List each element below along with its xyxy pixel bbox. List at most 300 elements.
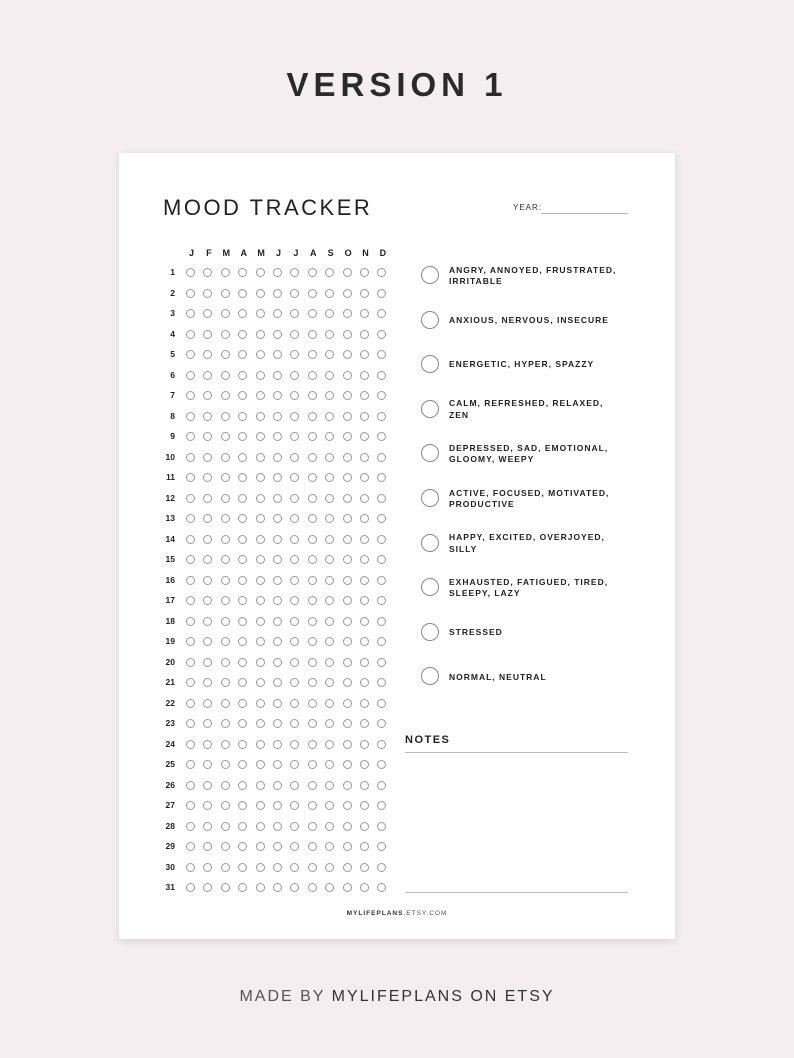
mood-cell[interactable] bbox=[273, 412, 282, 421]
mood-cell[interactable] bbox=[325, 412, 334, 421]
mood-cell[interactable] bbox=[308, 658, 317, 667]
mood-cell[interactable] bbox=[377, 473, 386, 482]
mood-cell[interactable] bbox=[290, 576, 299, 585]
mood-cell[interactable] bbox=[221, 453, 230, 462]
mood-cell[interactable] bbox=[377, 740, 386, 749]
mood-cell[interactable] bbox=[238, 760, 247, 769]
mood-cell[interactable] bbox=[203, 637, 212, 646]
mood-cell[interactable] bbox=[308, 330, 317, 339]
mood-cell[interactable] bbox=[273, 596, 282, 605]
mood-cell[interactable] bbox=[343, 842, 352, 851]
mood-cell[interactable] bbox=[343, 883, 352, 892]
mood-cell[interactable] bbox=[186, 330, 195, 339]
mood-cell[interactable] bbox=[360, 330, 369, 339]
mood-cell[interactable] bbox=[221, 863, 230, 872]
mood-cell[interactable] bbox=[360, 514, 369, 523]
mood-cell[interactable] bbox=[377, 801, 386, 810]
mood-cell[interactable] bbox=[256, 535, 265, 544]
mood-cell[interactable] bbox=[308, 514, 317, 523]
mood-cell[interactable] bbox=[343, 371, 352, 380]
mood-cell[interactable] bbox=[186, 842, 195, 851]
mood-cell[interactable] bbox=[360, 350, 369, 359]
mood-cell[interactable] bbox=[221, 760, 230, 769]
mood-cell[interactable] bbox=[273, 699, 282, 708]
mood-cell[interactable] bbox=[290, 801, 299, 810]
mood-cell[interactable] bbox=[290, 637, 299, 646]
mood-cell[interactable] bbox=[325, 699, 334, 708]
mood-cell[interactable] bbox=[256, 760, 265, 769]
mood-cell[interactable] bbox=[325, 555, 334, 564]
mood-cell[interactable] bbox=[256, 268, 265, 277]
mood-cell[interactable] bbox=[360, 289, 369, 298]
mood-cell[interactable] bbox=[256, 699, 265, 708]
mood-cell[interactable] bbox=[360, 658, 369, 667]
mood-cell[interactable] bbox=[256, 412, 265, 421]
mood-cell[interactable] bbox=[221, 596, 230, 605]
mood-cell[interactable] bbox=[273, 617, 282, 626]
mood-cell[interactable] bbox=[325, 863, 334, 872]
mood-cell[interactable] bbox=[325, 391, 334, 400]
mood-cell[interactable] bbox=[308, 576, 317, 585]
mood-cell[interactable] bbox=[308, 555, 317, 564]
mood-cell[interactable] bbox=[308, 637, 317, 646]
mood-cell[interactable] bbox=[290, 268, 299, 277]
mood-cell[interactable] bbox=[343, 453, 352, 462]
mood-cell[interactable] bbox=[186, 268, 195, 277]
mood-cell[interactable] bbox=[256, 658, 265, 667]
year-field-line[interactable] bbox=[541, 213, 628, 214]
mood-cell[interactable] bbox=[238, 412, 247, 421]
mood-cell[interactable] bbox=[325, 596, 334, 605]
mood-cell[interactable] bbox=[238, 842, 247, 851]
mood-cell[interactable] bbox=[238, 822, 247, 831]
mood-cell[interactable] bbox=[221, 371, 230, 380]
mood-color-circle[interactable] bbox=[421, 311, 439, 329]
mood-cell[interactable] bbox=[203, 391, 212, 400]
mood-cell[interactable] bbox=[221, 535, 230, 544]
mood-cell[interactable] bbox=[273, 514, 282, 523]
mood-cell[interactable] bbox=[238, 371, 247, 380]
mood-cell[interactable] bbox=[238, 494, 247, 503]
mood-cell[interactable] bbox=[308, 371, 317, 380]
mood-color-circle[interactable] bbox=[421, 578, 439, 596]
mood-cell[interactable] bbox=[325, 330, 334, 339]
mood-cell[interactable] bbox=[343, 740, 352, 749]
mood-cell[interactable] bbox=[221, 883, 230, 892]
mood-cell[interactable] bbox=[221, 576, 230, 585]
mood-cell[interactable] bbox=[186, 473, 195, 482]
mood-cell[interactable] bbox=[377, 555, 386, 564]
mood-cell[interactable] bbox=[186, 514, 195, 523]
mood-cell[interactable] bbox=[186, 576, 195, 585]
mood-cell[interactable] bbox=[273, 781, 282, 790]
mood-cell[interactable] bbox=[308, 678, 317, 687]
mood-cell[interactable] bbox=[377, 596, 386, 605]
mood-cell[interactable] bbox=[343, 494, 352, 503]
mood-cell[interactable] bbox=[256, 637, 265, 646]
mood-cell[interactable] bbox=[343, 637, 352, 646]
mood-cell[interactable] bbox=[273, 330, 282, 339]
mood-cell[interactable] bbox=[360, 453, 369, 462]
mood-color-circle[interactable] bbox=[421, 623, 439, 641]
mood-cell[interactable] bbox=[290, 555, 299, 564]
mood-cell[interactable] bbox=[186, 289, 195, 298]
mood-cell[interactable] bbox=[308, 719, 317, 728]
mood-cell[interactable] bbox=[308, 412, 317, 421]
mood-cell[interactable] bbox=[360, 309, 369, 318]
mood-cell[interactable] bbox=[256, 740, 265, 749]
mood-cell[interactable] bbox=[343, 863, 352, 872]
mood-cell[interactable] bbox=[273, 371, 282, 380]
mood-cell[interactable] bbox=[273, 268, 282, 277]
mood-cell[interactable] bbox=[273, 863, 282, 872]
mood-cell[interactable] bbox=[203, 801, 212, 810]
mood-cell[interactable] bbox=[221, 637, 230, 646]
mood-cell[interactable] bbox=[221, 617, 230, 626]
mood-cell[interactable] bbox=[325, 781, 334, 790]
mood-cell[interactable] bbox=[238, 576, 247, 585]
mood-cell[interactable] bbox=[186, 391, 195, 400]
mood-cell[interactable] bbox=[186, 678, 195, 687]
mood-cell[interactable] bbox=[377, 391, 386, 400]
mood-cell[interactable] bbox=[273, 883, 282, 892]
mood-cell[interactable] bbox=[221, 740, 230, 749]
mood-color-circle[interactable] bbox=[421, 489, 439, 507]
mood-cell[interactable] bbox=[377, 330, 386, 339]
mood-cell[interactable] bbox=[203, 330, 212, 339]
mood-cell[interactable] bbox=[377, 350, 386, 359]
mood-cell[interactable] bbox=[290, 617, 299, 626]
mood-cell[interactable] bbox=[238, 555, 247, 564]
mood-cell[interactable] bbox=[256, 473, 265, 482]
mood-color-circle[interactable] bbox=[421, 266, 439, 284]
mood-cell[interactable] bbox=[325, 350, 334, 359]
mood-cell[interactable] bbox=[238, 678, 247, 687]
mood-cell[interactable] bbox=[308, 699, 317, 708]
mood-cell[interactable] bbox=[343, 822, 352, 831]
mood-cell[interactable] bbox=[290, 412, 299, 421]
mood-color-circle[interactable] bbox=[421, 534, 439, 552]
mood-cell[interactable] bbox=[186, 596, 195, 605]
mood-cell[interactable] bbox=[203, 268, 212, 277]
mood-cell[interactable] bbox=[290, 596, 299, 605]
mood-cell[interactable] bbox=[377, 637, 386, 646]
mood-cell[interactable] bbox=[360, 883, 369, 892]
mood-cell[interactable] bbox=[186, 432, 195, 441]
mood-cell[interactable] bbox=[256, 371, 265, 380]
mood-cell[interactable] bbox=[377, 576, 386, 585]
mood-cell[interactable] bbox=[290, 699, 299, 708]
mood-cell[interactable] bbox=[290, 309, 299, 318]
mood-cell[interactable] bbox=[221, 494, 230, 503]
mood-cell[interactable] bbox=[377, 371, 386, 380]
mood-cell[interactable] bbox=[256, 391, 265, 400]
mood-cell[interactable] bbox=[256, 309, 265, 318]
mood-cell[interactable] bbox=[203, 289, 212, 298]
mood-cell[interactable] bbox=[186, 760, 195, 769]
mood-cell[interactable] bbox=[203, 514, 212, 523]
mood-cell[interactable] bbox=[256, 350, 265, 359]
mood-cell[interactable] bbox=[238, 309, 247, 318]
mood-cell[interactable] bbox=[221, 268, 230, 277]
mood-cell[interactable] bbox=[360, 494, 369, 503]
mood-cell[interactable] bbox=[203, 535, 212, 544]
mood-cell[interactable] bbox=[343, 617, 352, 626]
mood-cell[interactable] bbox=[308, 822, 317, 831]
mood-cell[interactable] bbox=[377, 822, 386, 831]
mood-cell[interactable] bbox=[290, 330, 299, 339]
mood-cell[interactable] bbox=[256, 596, 265, 605]
mood-cell[interactable] bbox=[186, 453, 195, 462]
mood-cell[interactable] bbox=[308, 863, 317, 872]
mood-cell[interactable] bbox=[256, 289, 265, 298]
mood-cell[interactable] bbox=[186, 658, 195, 667]
mood-cell[interactable] bbox=[203, 842, 212, 851]
mood-cell[interactable] bbox=[186, 617, 195, 626]
mood-cell[interactable] bbox=[325, 719, 334, 728]
mood-cell[interactable] bbox=[186, 883, 195, 892]
mood-cell[interactable] bbox=[203, 453, 212, 462]
mood-cell[interactable] bbox=[256, 555, 265, 564]
mood-cell[interactable] bbox=[377, 494, 386, 503]
mood-cell[interactable] bbox=[203, 760, 212, 769]
mood-cell[interactable] bbox=[377, 453, 386, 462]
mood-cell[interactable] bbox=[290, 719, 299, 728]
mood-cell[interactable] bbox=[325, 576, 334, 585]
mood-cell[interactable] bbox=[238, 473, 247, 482]
mood-cell[interactable] bbox=[377, 658, 386, 667]
mood-cell[interactable] bbox=[290, 658, 299, 667]
mood-cell[interactable] bbox=[221, 432, 230, 441]
mood-cell[interactable] bbox=[203, 740, 212, 749]
mood-cell[interactable] bbox=[238, 596, 247, 605]
mood-cell[interactable] bbox=[325, 535, 334, 544]
mood-cell[interactable] bbox=[308, 268, 317, 277]
mood-cell[interactable] bbox=[238, 781, 247, 790]
mood-cell[interactable] bbox=[186, 863, 195, 872]
mood-cell[interactable] bbox=[186, 719, 195, 728]
mood-cell[interactable] bbox=[343, 760, 352, 769]
mood-cell[interactable] bbox=[238, 432, 247, 441]
mood-cell[interactable] bbox=[256, 514, 265, 523]
mood-cell[interactable] bbox=[360, 535, 369, 544]
mood-cell[interactable] bbox=[238, 514, 247, 523]
mood-cell[interactable] bbox=[238, 289, 247, 298]
mood-cell[interactable] bbox=[256, 678, 265, 687]
mood-cell[interactable] bbox=[256, 432, 265, 441]
mood-cell[interactable] bbox=[343, 391, 352, 400]
mood-cell[interactable] bbox=[343, 514, 352, 523]
mood-cell[interactable] bbox=[290, 391, 299, 400]
mood-color-circle[interactable] bbox=[421, 667, 439, 685]
mood-cell[interactable] bbox=[273, 801, 282, 810]
mood-cell[interactable] bbox=[203, 699, 212, 708]
mood-cell[interactable] bbox=[325, 309, 334, 318]
mood-cell[interactable] bbox=[203, 781, 212, 790]
mood-cell[interactable] bbox=[290, 535, 299, 544]
mood-cell[interactable] bbox=[325, 883, 334, 892]
mood-cell[interactable] bbox=[203, 576, 212, 585]
mood-cell[interactable] bbox=[186, 699, 195, 708]
mood-cell[interactable] bbox=[343, 719, 352, 728]
mood-cell[interactable] bbox=[308, 760, 317, 769]
mood-cell[interactable] bbox=[256, 801, 265, 810]
mood-cell[interactable] bbox=[221, 350, 230, 359]
mood-cell[interactable] bbox=[273, 719, 282, 728]
mood-cell[interactable] bbox=[360, 822, 369, 831]
mood-cell[interactable] bbox=[273, 289, 282, 298]
mood-cell[interactable] bbox=[256, 863, 265, 872]
mood-cell[interactable] bbox=[238, 268, 247, 277]
mood-cell[interactable] bbox=[343, 658, 352, 667]
mood-cell[interactable] bbox=[186, 350, 195, 359]
mood-cell[interactable] bbox=[186, 371, 195, 380]
mood-cell[interactable] bbox=[343, 350, 352, 359]
mood-cell[interactable] bbox=[325, 453, 334, 462]
mood-cell[interactable] bbox=[238, 658, 247, 667]
mood-cell[interactable] bbox=[343, 699, 352, 708]
mood-cell[interactable] bbox=[273, 453, 282, 462]
mood-cell[interactable] bbox=[290, 514, 299, 523]
mood-cell[interactable] bbox=[273, 535, 282, 544]
mood-cell[interactable] bbox=[325, 842, 334, 851]
mood-cell[interactable] bbox=[308, 289, 317, 298]
mood-cell[interactable] bbox=[290, 883, 299, 892]
mood-cell[interactable] bbox=[308, 740, 317, 749]
mood-cell[interactable] bbox=[186, 412, 195, 421]
mood-cell[interactable] bbox=[377, 719, 386, 728]
mood-cell[interactable] bbox=[273, 842, 282, 851]
mood-cell[interactable] bbox=[377, 617, 386, 626]
mood-color-circle[interactable] bbox=[421, 444, 439, 462]
mood-cell[interactable] bbox=[186, 535, 195, 544]
mood-cell[interactable] bbox=[273, 309, 282, 318]
mood-cell[interactable] bbox=[325, 371, 334, 380]
mood-cell[interactable] bbox=[273, 658, 282, 667]
mood-cell[interactable] bbox=[203, 719, 212, 728]
mood-cell[interactable] bbox=[186, 801, 195, 810]
mood-cell[interactable] bbox=[308, 473, 317, 482]
mood-cell[interactable] bbox=[377, 863, 386, 872]
mood-cell[interactable] bbox=[203, 555, 212, 564]
mood-cell[interactable] bbox=[325, 494, 334, 503]
mood-cell[interactable] bbox=[221, 555, 230, 564]
mood-cell[interactable] bbox=[360, 576, 369, 585]
mood-cell[interactable] bbox=[186, 740, 195, 749]
mood-cell[interactable] bbox=[325, 514, 334, 523]
mood-cell[interactable] bbox=[377, 432, 386, 441]
mood-cell[interactable] bbox=[238, 617, 247, 626]
mood-cell[interactable] bbox=[238, 637, 247, 646]
mood-cell[interactable] bbox=[203, 596, 212, 605]
mood-cell[interactable] bbox=[360, 473, 369, 482]
mood-cell[interactable] bbox=[273, 473, 282, 482]
mood-cell[interactable] bbox=[290, 350, 299, 359]
mood-cell[interactable] bbox=[186, 555, 195, 564]
mood-cell[interactable] bbox=[203, 432, 212, 441]
mood-cell[interactable] bbox=[308, 432, 317, 441]
mood-cell[interactable] bbox=[221, 719, 230, 728]
mood-cell[interactable] bbox=[325, 637, 334, 646]
mood-cell[interactable] bbox=[186, 494, 195, 503]
mood-cell[interactable] bbox=[203, 822, 212, 831]
mood-cell[interactable] bbox=[203, 617, 212, 626]
mood-cell[interactable] bbox=[360, 617, 369, 626]
mood-cell[interactable] bbox=[325, 678, 334, 687]
mood-cell[interactable] bbox=[343, 268, 352, 277]
mood-cell[interactable] bbox=[308, 494, 317, 503]
mood-cell[interactable] bbox=[256, 822, 265, 831]
mood-cell[interactable] bbox=[377, 535, 386, 544]
mood-cell[interactable] bbox=[221, 473, 230, 482]
mood-color-circle[interactable] bbox=[421, 400, 439, 418]
mood-cell[interactable] bbox=[325, 801, 334, 810]
mood-cell[interactable] bbox=[273, 760, 282, 769]
mood-cell[interactable] bbox=[360, 596, 369, 605]
mood-cell[interactable] bbox=[256, 494, 265, 503]
mood-cell[interactable] bbox=[308, 801, 317, 810]
mood-cell[interactable] bbox=[203, 494, 212, 503]
mood-cell[interactable] bbox=[256, 883, 265, 892]
mood-cell[interactable] bbox=[343, 801, 352, 810]
mood-cell[interactable] bbox=[290, 494, 299, 503]
mood-cell[interactable] bbox=[221, 289, 230, 298]
mood-cell[interactable] bbox=[186, 637, 195, 646]
mood-cell[interactable] bbox=[290, 740, 299, 749]
mood-cell[interactable] bbox=[186, 309, 195, 318]
mood-cell[interactable] bbox=[360, 801, 369, 810]
mood-cell[interactable] bbox=[273, 494, 282, 503]
mood-cell[interactable] bbox=[238, 535, 247, 544]
mood-cell[interactable] bbox=[377, 883, 386, 892]
mood-cell[interactable] bbox=[325, 740, 334, 749]
mood-cell[interactable] bbox=[377, 514, 386, 523]
mood-cell[interactable] bbox=[290, 781, 299, 790]
mood-cell[interactable] bbox=[343, 309, 352, 318]
mood-cell[interactable] bbox=[221, 658, 230, 667]
mood-cell[interactable] bbox=[325, 822, 334, 831]
mood-cell[interactable] bbox=[377, 842, 386, 851]
mood-cell[interactable] bbox=[273, 432, 282, 441]
mood-cell[interactable] bbox=[273, 391, 282, 400]
mood-cell[interactable] bbox=[256, 842, 265, 851]
mood-cell[interactable] bbox=[360, 678, 369, 687]
mood-cell[interactable] bbox=[273, 637, 282, 646]
mood-cell[interactable] bbox=[377, 309, 386, 318]
mood-cell[interactable] bbox=[203, 658, 212, 667]
mood-cell[interactable] bbox=[325, 617, 334, 626]
mood-cell[interactable] bbox=[203, 371, 212, 380]
mood-cell[interactable] bbox=[238, 801, 247, 810]
mood-cell[interactable] bbox=[360, 740, 369, 749]
mood-cell[interactable] bbox=[203, 350, 212, 359]
mood-cell[interactable] bbox=[343, 473, 352, 482]
mood-cell[interactable] bbox=[377, 781, 386, 790]
mood-cell[interactable] bbox=[221, 330, 230, 339]
mood-cell[interactable] bbox=[290, 289, 299, 298]
mood-cell[interactable] bbox=[290, 453, 299, 462]
mood-cell[interactable] bbox=[290, 863, 299, 872]
mood-cell[interactable] bbox=[308, 883, 317, 892]
mood-cell[interactable] bbox=[343, 781, 352, 790]
mood-cell[interactable] bbox=[221, 781, 230, 790]
mood-cell[interactable] bbox=[308, 535, 317, 544]
mood-cell[interactable] bbox=[221, 309, 230, 318]
mood-cell[interactable] bbox=[360, 371, 369, 380]
mood-cell[interactable] bbox=[273, 555, 282, 564]
mood-cell[interactable] bbox=[360, 412, 369, 421]
mood-cell[interactable] bbox=[203, 678, 212, 687]
